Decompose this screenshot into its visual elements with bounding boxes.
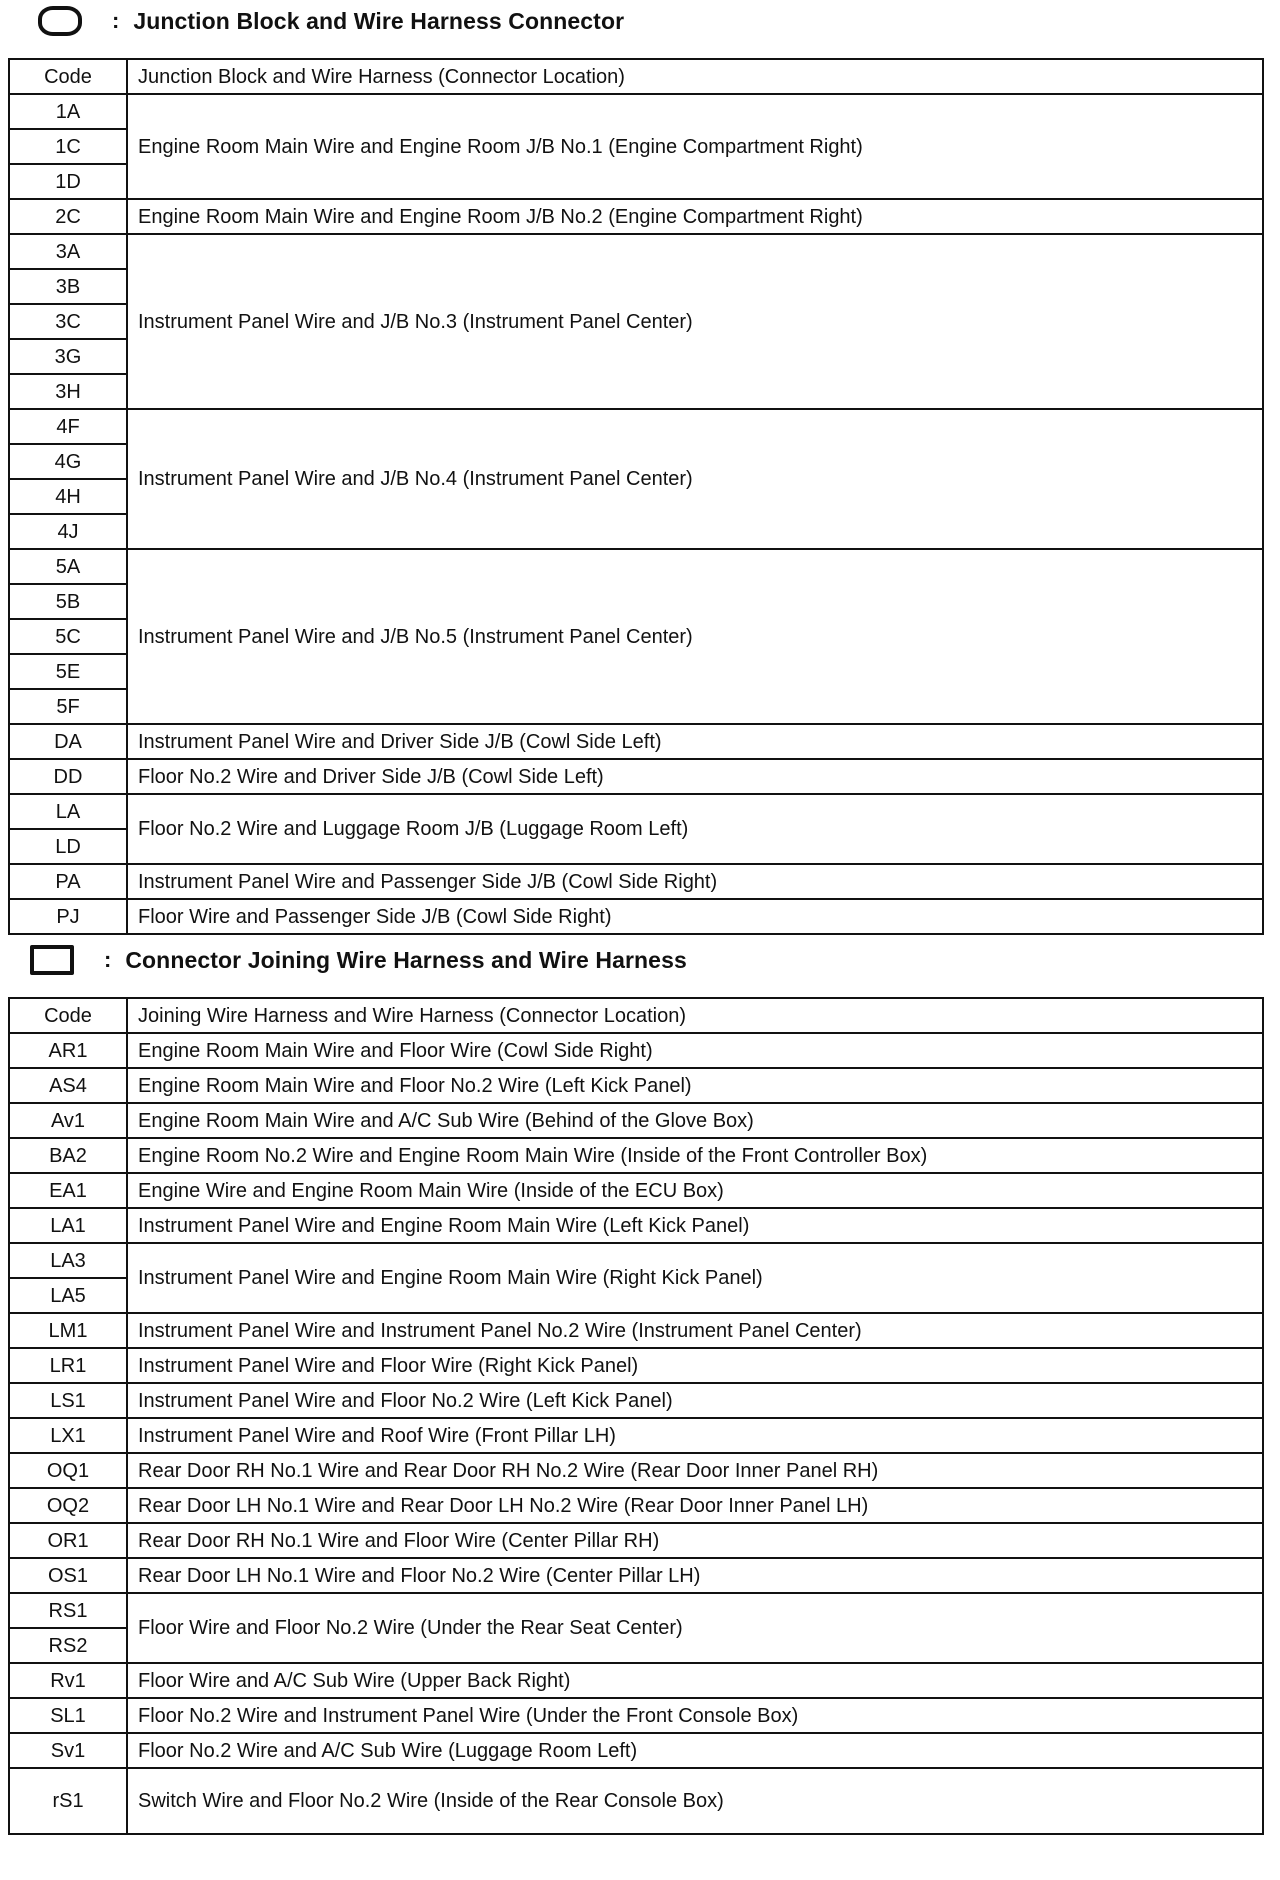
connector-code: Av1 [9,1103,127,1138]
connector-location: Instrument Panel Wire and Floor No.2 Wire (Left Kick Panel) [127,1383,1263,1418]
table-row [9,1208,1263,1243]
table-row [9,1488,1263,1523]
connector-code: DD [9,759,127,794]
table-row [9,1418,1263,1453]
table-row [9,759,1263,794]
table-row [9,199,1263,234]
connector-location: Engine Room Main Wire and A/C Sub Wire (Behind of the Glove Box) [127,1103,1263,1138]
connector-location: Engine Room Main Wire and Engine Room J/B No.2 (Engine Compartment Right) [127,199,1263,234]
connector-location: Instrument Panel Wire and Roof Wire (Front Pillar LH) [127,1418,1263,1453]
connector-code: 4G [9,444,127,479]
oval-icon [38,6,82,36]
connector-code: BA2 [9,1138,127,1173]
code-column-header: Code [9,998,127,1033]
connector-location: Engine Room Main Wire and Floor Wire (Cowl Side Right) [127,1033,1263,1068]
connector-code: LS1 [9,1383,127,1418]
table-row [9,1593,1263,1628]
connector-location: Instrument Panel Wire and Instrument Panel No.2 Wire (Instrument Panel Center) [127,1313,1263,1348]
connector-code: 1C [9,129,127,164]
connector-code: Sv1 [9,1733,127,1768]
connector-code: 1A [9,94,127,129]
section-1-title: Junction Block and Wire Harness Connector [133,7,625,34]
table-row [9,1383,1263,1418]
connector-code: LM1 [9,1313,127,1348]
table-row [9,1138,1263,1173]
table-row [9,1243,1263,1278]
section-2-title: Connector Joining Wire Harness and Wire Harness [125,946,687,973]
connector-location: Engine Room Main Wire and Floor No.2 Wire (Left Kick Panel) [127,1068,1263,1103]
connector-location: Instrument Panel Wire and Engine Room Main Wire (Right Kick Panel) [127,1243,1263,1313]
table-row [9,899,1263,934]
connector-code: LX1 [9,1418,127,1453]
connector-code: 3A [9,234,127,269]
connector-location: Engine Room Main Wire and Engine Room J/B No.1 (Engine Compartment Right) [127,94,1263,199]
connector-code: OS1 [9,1558,127,1593]
connector-code: 5F [9,689,127,724]
connector-location: Switch Wire and Floor No.2 Wire (Inside of the Rear Console Box) [127,1768,1263,1834]
connector-code: 2C [9,199,127,234]
connector-code: DA [9,724,127,759]
table-row [9,1313,1263,1348]
connector-code: 3H [9,374,127,409]
location-column-header: Joining Wire Harness and Wire Harness (Connector Location) [127,998,1263,1033]
table-row [9,94,1263,129]
connector-code: OQ2 [9,1488,127,1523]
connector-code: LR1 [9,1348,127,1383]
connector-code: 4J [9,514,127,549]
connector-code: OR1 [9,1523,127,1558]
connector-code: RS2 [9,1628,127,1663]
section-1-colon: : [112,8,120,33]
table-row [9,1523,1263,1558]
connector-code: 5A [9,549,127,584]
connector-code: PA [9,864,127,899]
connector-location: Instrument Panel Wire and Driver Side J/B (Cowl Side Left) [127,724,1263,759]
table-row [9,234,1263,269]
connector-location: Instrument Panel Wire and J/B No.4 (Instrument Panel Center) [127,409,1263,549]
connector-code: 1D [9,164,127,199]
section-1-heading [38,6,624,36]
table-row [9,1033,1263,1068]
table-header-row [9,59,1263,94]
table-row [9,864,1263,899]
location-column-header: Junction Block and Wire Harness (Connector Location) [127,59,1263,94]
connector-location: Floor Wire and Floor No.2 Wire (Under the Rear Seat Center) [127,1593,1263,1663]
connector-location: Floor Wire and A/C Sub Wire (Upper Back Right) [127,1663,1263,1698]
section-2-colon: : [104,947,112,972]
table-row [9,724,1263,759]
table-row [9,1558,1263,1593]
rectangle-icon [30,945,74,975]
code-column-header: Code [9,59,127,94]
connector-location: Engine Room No.2 Wire and Engine Room Main Wire (Inside of the Front Controller Box) [127,1138,1263,1173]
connector-location: Floor No.2 Wire and Luggage Room J/B (Luggage Room Left) [127,794,1263,864]
connector-code: 3B [9,269,127,304]
connector-code: RS1 [9,1593,127,1628]
connector-location: Instrument Panel Wire and J/B No.3 (Instrument Panel Center) [127,234,1263,409]
connector-code: AS4 [9,1068,127,1103]
table-row [9,1698,1263,1733]
table-row [9,1733,1263,1768]
connector-code: LA3 [9,1243,127,1278]
connector-code: OQ1 [9,1453,127,1488]
connector-code: 3C [9,304,127,339]
connector-code: LA1 [9,1208,127,1243]
connector-location: Rear Door LH No.1 Wire and Rear Door LH No.2 Wire (Rear Door Inner Panel LH) [127,1488,1263,1523]
connector-location: Rear Door LH No.1 Wire and Floor No.2 Wire (Center Pillar LH) [127,1558,1263,1593]
connector-location: Instrument Panel Wire and Passenger Side J/B (Cowl Side Right) [127,864,1263,899]
connector-code: 4F [9,409,127,444]
connector-location: Floor No.2 Wire and Instrument Panel Wire (Under the Front Console Box) [127,1698,1263,1733]
table-row [9,1348,1263,1383]
connector-code: 3G [9,339,127,374]
table-row [9,1173,1263,1208]
connector-code: 5C [9,619,127,654]
table-row [9,1103,1263,1138]
table-row [9,1768,1263,1834]
connector-location: Engine Wire and Engine Room Main Wire (Inside of the ECU Box) [127,1173,1263,1208]
connector-location: Instrument Panel Wire and Floor Wire (Right Kick Panel) [127,1348,1263,1383]
connector-location: Rear Door RH No.1 Wire and Rear Door RH No.2 Wire (Rear Door Inner Panel RH) [127,1453,1263,1488]
connector-code: 4H [9,479,127,514]
connector-location: Instrument Panel Wire and Engine Room Main Wire (Left Kick Panel) [127,1208,1263,1243]
connector-code: AR1 [9,1033,127,1068]
connector-location: Floor No.2 Wire and A/C Sub Wire (Luggage Room Left) [127,1733,1263,1768]
connector-code: LD [9,829,127,864]
joining-connector-table [8,997,1264,1835]
connector-code: Rv1 [9,1663,127,1698]
junction-block-table [8,58,1264,935]
connector-location: Floor No.2 Wire and Driver Side J/B (Cowl Side Left) [127,759,1263,794]
connector-code: PJ [9,899,127,934]
section-2-heading [30,945,687,975]
connector-location: Instrument Panel Wire and J/B No.5 (Instrument Panel Center) [127,549,1263,724]
connector-code: 5E [9,654,127,689]
connector-code: rS1 [9,1768,127,1834]
connector-code: SL1 [9,1698,127,1733]
connector-location: Floor Wire and Passenger Side J/B (Cowl Side Right) [127,899,1263,934]
connector-code: LA [9,794,127,829]
table-row [9,549,1263,584]
connector-code: 5B [9,584,127,619]
connector-location: Rear Door RH No.1 Wire and Floor Wire (Center Pillar RH) [127,1523,1263,1558]
table-row [9,1068,1263,1103]
table-row [9,1453,1263,1488]
connector-code: EA1 [9,1173,127,1208]
table-row [9,794,1263,829]
table-header-row [9,998,1263,1033]
connector-code: LA5 [9,1278,127,1313]
table-row [9,1663,1263,1698]
table-row [9,409,1263,444]
